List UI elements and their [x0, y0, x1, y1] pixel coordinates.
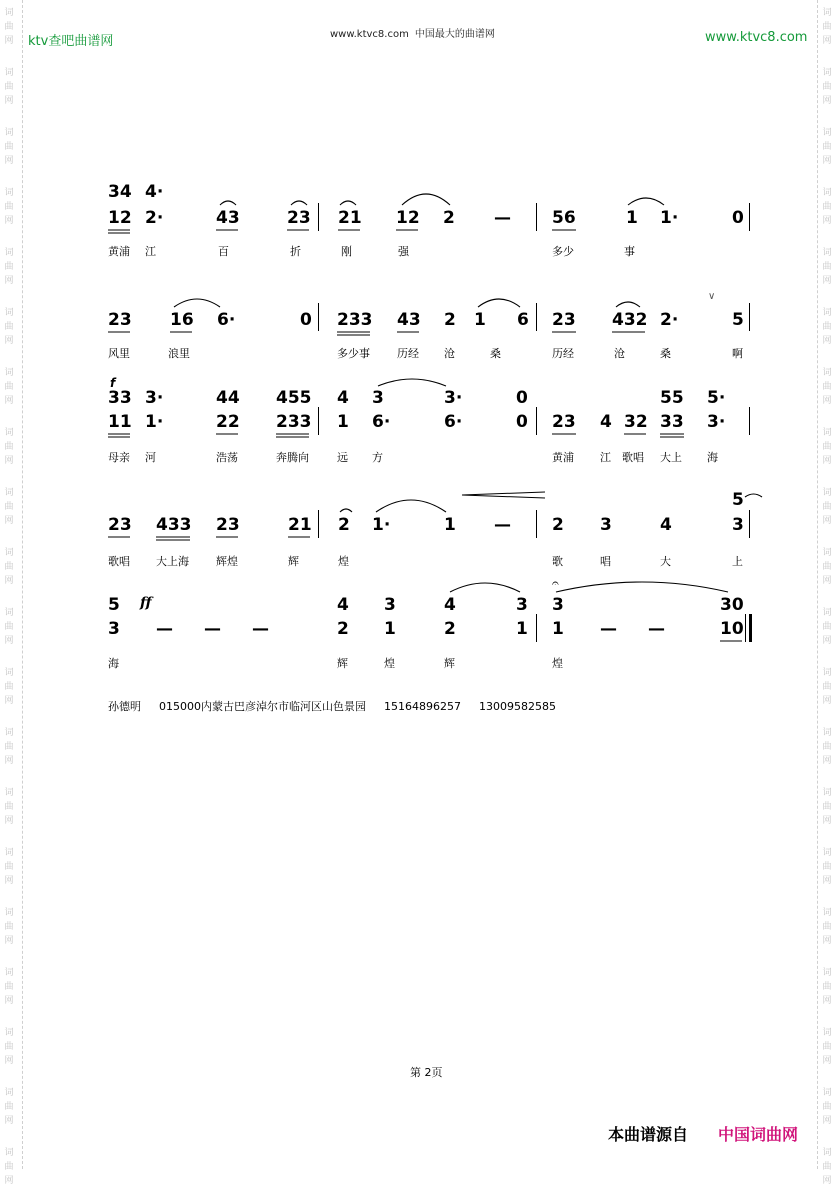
upper-note: 3 [516, 595, 528, 615]
lyric: 百 [218, 245, 229, 258]
watermark-glyph: 曲 [4, 742, 14, 752]
watermark-glyph: 网 [4, 1176, 14, 1186]
watermark-glyph: 曲 [822, 922, 832, 932]
note: 0 [732, 208, 744, 228]
barline [536, 407, 537, 435]
lyric: 啊 [732, 347, 743, 360]
watermark-glyph: 词 [822, 908, 832, 918]
note: 1 [552, 619, 564, 639]
watermark-glyph: 网 [822, 336, 832, 346]
note: 0 [300, 310, 312, 330]
lyric: 大上 [660, 451, 682, 464]
breath-mark: ∨ [708, 291, 716, 302]
upper-note: 33 [108, 388, 132, 408]
note: 5 [732, 310, 744, 330]
note: 23 [216, 515, 240, 535]
note: 6· [372, 412, 391, 432]
watermark-glyph: 词 [822, 248, 832, 258]
watermark-glyph: 曲 [822, 22, 832, 32]
watermark-glyph: 词 [822, 728, 832, 738]
note: 12 [108, 208, 132, 228]
upper-note: 3· [145, 388, 164, 408]
watermark-glyph: 曲 [4, 202, 14, 212]
note: 10 [720, 619, 744, 639]
contact-phone: 15164896257 [384, 700, 461, 713]
note: 12 [396, 208, 420, 228]
lyric: 大上海 [156, 555, 189, 568]
note: 6 [517, 310, 529, 330]
watermark-glyph: 曲 [4, 502, 14, 512]
barline [536, 203, 537, 231]
watermark-glyph: 网 [822, 936, 832, 946]
watermark-glyph: 网 [822, 216, 832, 226]
final-barline-thick [749, 614, 752, 642]
note: 233 [276, 412, 312, 432]
beam-line [462, 492, 545, 495]
lyric: 歌 [552, 555, 563, 568]
watermark-glyph: 词 [822, 128, 832, 138]
note: 3 [108, 619, 120, 639]
watermark-glyph: 词 [4, 368, 14, 378]
watermark-glyph: 词 [822, 488, 832, 498]
upper-note: 0 [516, 388, 528, 408]
barline [749, 303, 750, 331]
note: 23 [552, 412, 576, 432]
note: 2 [444, 619, 456, 639]
watermark-glyph: 网 [4, 216, 14, 226]
watermark-glyph: 曲 [4, 562, 14, 572]
note: 1 [337, 412, 349, 432]
watermark-glyph: 词 [4, 428, 14, 438]
note-dash: — [648, 619, 665, 639]
watermark-glyph: 曲 [4, 142, 14, 152]
watermark-glyph: 词 [4, 728, 14, 738]
watermark-glyph: 词 [4, 68, 14, 78]
slur [745, 494, 762, 497]
note: 0 [516, 412, 528, 432]
note: 1 [474, 310, 486, 330]
watermark-glyph: 曲 [822, 1162, 832, 1172]
header-site-url[interactable]: www.ktvc8.com [705, 30, 808, 45]
watermark-glyph: 网 [4, 936, 14, 946]
watermark-glyph: 曲 [822, 1102, 832, 1112]
lyric: 辉 [444, 657, 455, 670]
note: 2 [552, 515, 564, 535]
upper-note: 34 [108, 182, 132, 202]
lyric: 唱 [600, 555, 611, 568]
note: 1· [372, 515, 391, 535]
barline [749, 510, 750, 538]
watermark-glyph: 词 [822, 1148, 832, 1158]
watermark-glyph: 词 [822, 1028, 832, 1038]
watermark-glyph: 网 [822, 576, 832, 586]
watermark-glyph: 曲 [4, 862, 14, 872]
upper-note: 4 [444, 595, 456, 615]
watermark-glyph: 网 [4, 276, 14, 286]
watermark-glyph: 词 [822, 68, 832, 78]
lyric: 江 [600, 451, 611, 464]
watermark-glyph: 网 [822, 36, 832, 46]
lyric: 多少 [552, 245, 574, 258]
lyric: 大 [660, 555, 671, 568]
watermark-glyph: 网 [822, 1056, 832, 1066]
upper-note: 55 [660, 388, 684, 408]
watermark-glyph: 网 [822, 96, 832, 106]
watermark-glyph: 曲 [822, 82, 832, 92]
lyric: 多少事 [337, 347, 370, 360]
note: 1 [626, 208, 638, 228]
watermark-glyph: 网 [4, 456, 14, 466]
note-dash: — [204, 619, 221, 639]
note: 23 [552, 310, 576, 330]
upper-note: 3 [372, 388, 384, 408]
slur [220, 201, 236, 205]
watermark-glyph: 曲 [822, 622, 832, 632]
watermark-glyph: 曲 [822, 1042, 832, 1052]
watermark-glyph: 曲 [4, 1042, 14, 1052]
watermark-glyph: 网 [4, 1116, 14, 1126]
lyric: 辉 [288, 555, 299, 568]
note: 3 [732, 515, 744, 535]
barline [749, 407, 750, 435]
contact-address: 015000内蒙古巴彦淖尔市临河区山色景园 [159, 700, 366, 713]
watermark-glyph: 曲 [822, 862, 832, 872]
header-center [330, 25, 501, 40]
header-site-name[interactable]: ktv查吧曲谱网 [28, 34, 114, 49]
barline [536, 303, 537, 331]
right-watermark-strip [817, 0, 840, 1186]
slur [616, 302, 640, 307]
note: 23 [108, 310, 132, 330]
note: 2· [145, 208, 164, 228]
watermark-glyph: 网 [4, 876, 14, 886]
watermark-glyph: 网 [4, 156, 14, 166]
watermark-glyph: 网 [4, 636, 14, 646]
note: 1 [516, 619, 528, 639]
watermark-glyph: 词 [4, 488, 14, 498]
note: 233 [337, 310, 373, 330]
note: 23 [108, 515, 132, 535]
lyric: 远 [337, 451, 348, 464]
note: 2 [444, 310, 456, 330]
lyric: 辉 [337, 657, 348, 670]
note-dash: — [494, 515, 511, 535]
watermark-glyph: 曲 [4, 1102, 14, 1112]
upper-note: 5· [707, 388, 726, 408]
watermark-glyph: 曲 [4, 682, 14, 692]
upper-note: 5 [108, 595, 120, 615]
watermark-glyph: 词 [822, 848, 832, 858]
dynamic-mark: ff [140, 595, 152, 611]
watermark-glyph: 网 [4, 516, 14, 526]
note: 11 [108, 412, 132, 432]
watermark-glyph: 曲 [4, 22, 14, 32]
note: 3 [600, 515, 612, 535]
watermark-glyph: 词 [822, 188, 832, 198]
note: 1 [444, 515, 456, 535]
lyric: 浩荡 [216, 451, 238, 464]
watermark-glyph: 词 [822, 1088, 832, 1098]
lyric: 强 [398, 245, 409, 258]
lyric: 事 [624, 245, 635, 258]
dynamic-mark: f [110, 376, 116, 390]
slur [450, 583, 520, 592]
watermark-glyph: 网 [4, 816, 14, 826]
page-number: 第 2页 [410, 1066, 443, 1079]
watermark-glyph: 曲 [4, 1162, 14, 1172]
barline [318, 407, 319, 435]
watermark-glyph: 网 [822, 156, 832, 166]
lyric: 桑 [660, 347, 671, 360]
note: 2 [443, 208, 455, 228]
watermark-glyph: 词 [4, 608, 14, 618]
upper-note: 455 [276, 388, 312, 408]
slur [174, 299, 220, 307]
watermark-glyph: 网 [4, 96, 14, 106]
note: 21 [288, 515, 312, 535]
watermark-glyph: 曲 [822, 262, 832, 272]
watermark-glyph: 曲 [822, 382, 832, 392]
contact-name: 孙德明 [108, 700, 141, 713]
lyric: 煌 [384, 657, 395, 670]
upper-note: 3 [552, 595, 564, 615]
watermark-glyph: 网 [822, 636, 832, 646]
watermark-glyph: 词 [822, 608, 832, 618]
lyric: 历经 [552, 347, 574, 360]
upper-note: 3 [384, 595, 396, 615]
watermark-glyph: 曲 [4, 802, 14, 812]
upper-note: 4 [337, 595, 349, 615]
note: 43 [216, 208, 240, 228]
watermark-glyph: 词 [4, 848, 14, 858]
lyric: 歌唱 [622, 451, 644, 464]
lyric: 煌 [552, 657, 563, 670]
watermark-glyph: 曲 [822, 502, 832, 512]
barline [749, 203, 750, 231]
watermark-glyph: 网 [822, 876, 832, 886]
watermark-glyph: 网 [4, 1056, 14, 1066]
lyric: 海 [108, 657, 119, 670]
watermark-glyph: 网 [822, 1116, 832, 1126]
watermark-glyph: 词 [4, 788, 14, 798]
watermark-glyph: 词 [4, 1148, 14, 1158]
lyric: 黄浦 [108, 245, 130, 258]
lyric: 刚 [341, 245, 352, 258]
slur [378, 379, 446, 386]
watermark-glyph: 网 [822, 516, 832, 526]
watermark-glyph: 曲 [4, 382, 14, 392]
note: 4 [660, 515, 672, 535]
slur [340, 509, 352, 512]
watermark-glyph: 曲 [822, 802, 832, 812]
barline [318, 303, 319, 331]
slur [340, 201, 356, 205]
watermark-glyph: 网 [822, 396, 832, 406]
watermark-glyph: 曲 [822, 142, 832, 152]
watermark-glyph: 曲 [822, 442, 832, 452]
slur [628, 198, 664, 205]
note: 2 [337, 619, 349, 639]
note: 33 [660, 412, 684, 432]
note: 4 [600, 412, 612, 432]
watermark-glyph: 网 [822, 696, 832, 706]
upper-note: 4· [145, 182, 164, 202]
left-watermark-strip [0, 0, 23, 1186]
watermark-glyph: 网 [822, 756, 832, 766]
watermark-glyph: 词 [4, 668, 14, 678]
lyric: 折 [290, 245, 301, 258]
watermark-glyph: 词 [822, 308, 832, 318]
lyric: 浪里 [168, 347, 190, 360]
watermark-glyph: 网 [4, 996, 14, 1006]
watermark-glyph: 网 [822, 816, 832, 826]
slur [556, 582, 728, 592]
upper-note: 5 [732, 490, 744, 510]
note: 23 [287, 208, 311, 228]
watermark-glyph: 词 [4, 548, 14, 558]
watermark-glyph: 曲 [4, 442, 14, 452]
note: 32 [624, 412, 648, 432]
upper-note: 3· [444, 388, 463, 408]
upper-note: 30 [720, 595, 744, 615]
note-dash: — [156, 619, 173, 639]
final-barline-thin [745, 614, 746, 642]
note: 22 [216, 412, 240, 432]
fermata-mark: 𝄐 [552, 576, 559, 590]
note: 21 [338, 208, 362, 228]
barline [536, 510, 537, 538]
watermark-glyph: 词 [4, 908, 14, 918]
watermark-glyph: 网 [4, 696, 14, 706]
watermark-glyph: 词 [4, 128, 14, 138]
slur [291, 201, 307, 205]
slur [376, 500, 446, 512]
contact-info [108, 698, 574, 714]
header-slogan: 中国最大的曲谱网 [414, 29, 495, 40]
note-dash: — [494, 208, 511, 228]
lyric: 母亲 [108, 451, 130, 464]
watermark-glyph: 曲 [4, 262, 14, 272]
watermark-glyph: 网 [4, 36, 14, 46]
watermark-glyph: 词 [4, 968, 14, 978]
lyric: 沧 [444, 347, 455, 360]
barline [318, 510, 319, 538]
watermark-glyph: 词 [4, 308, 14, 318]
note: 1· [145, 412, 164, 432]
lyric: 方 [372, 451, 383, 464]
note: 432 [612, 310, 648, 330]
source-site-link[interactable]: 中国词曲网 [718, 1125, 799, 1144]
note: 16 [170, 310, 194, 330]
watermark-glyph: 曲 [4, 82, 14, 92]
note: 3· [707, 412, 726, 432]
lyric: 歌唱 [108, 555, 130, 568]
note-dash: — [252, 619, 269, 639]
note: 6· [217, 310, 236, 330]
watermark-glyph: 词 [4, 188, 14, 198]
source-label: 本曲谱源自 [608, 1125, 689, 1144]
lyric: 沧 [614, 347, 625, 360]
lyric: 辉煌 [216, 555, 238, 568]
note: 56 [552, 208, 576, 228]
watermark-glyph: 曲 [4, 982, 14, 992]
watermark-glyph: 网 [4, 576, 14, 586]
watermark-glyph: 曲 [822, 682, 832, 692]
watermark-glyph: 词 [4, 1088, 14, 1098]
note: 43 [397, 310, 421, 330]
watermark-glyph: 词 [822, 368, 832, 378]
slur [402, 194, 450, 205]
contact-phone: 13009582585 [478, 700, 556, 713]
watermark-glyph: 网 [822, 1176, 832, 1186]
header-url[interactable]: www.ktvc8.com [330, 29, 409, 40]
watermark-glyph: 词 [822, 428, 832, 438]
watermark-glyph: 曲 [4, 622, 14, 632]
watermark-glyph: 网 [4, 396, 14, 406]
watermark-glyph: 网 [4, 336, 14, 346]
lyric: 黄浦 [552, 451, 574, 464]
barline [536, 614, 537, 642]
lyric: 奔腾向 [276, 451, 309, 464]
note: 433 [156, 515, 192, 535]
watermark-glyph: 词 [822, 548, 832, 558]
watermark-glyph: 曲 [4, 922, 14, 932]
upper-note: 44 [216, 388, 240, 408]
lyric: 风里 [108, 347, 130, 360]
barline [318, 203, 319, 231]
watermark-glyph: 网 [822, 276, 832, 286]
watermark-glyph: 曲 [822, 982, 832, 992]
note-dash: — [600, 619, 617, 639]
note: 2· [660, 310, 679, 330]
watermark-glyph: 词 [822, 788, 832, 798]
watermark-glyph: 网 [822, 456, 832, 466]
lyric: 上 [732, 555, 743, 568]
lyric: 江 [145, 245, 156, 258]
lyric: 桑 [490, 347, 501, 360]
watermark-glyph: 网 [822, 996, 832, 1006]
note: 2 [338, 515, 350, 535]
note: 1 [384, 619, 396, 639]
watermark-glyph: 曲 [822, 202, 832, 212]
watermark-glyph: 曲 [822, 742, 832, 752]
watermark-glyph: 词 [822, 8, 832, 18]
watermark-glyph: 曲 [822, 562, 832, 572]
watermark-glyph: 曲 [4, 322, 14, 332]
lyric: 河 [145, 451, 156, 464]
note: 1· [660, 208, 679, 228]
upper-note: 4 [337, 388, 349, 408]
note: 6· [444, 412, 463, 432]
lyric: 海 [707, 451, 718, 464]
watermark-glyph: 词 [4, 8, 14, 18]
watermark-glyph: 词 [4, 1028, 14, 1038]
watermark-glyph: 词 [822, 668, 832, 678]
beam-line [462, 495, 545, 498]
slur [478, 299, 520, 307]
watermark-glyph: 词 [4, 248, 14, 258]
watermark-glyph: 曲 [822, 322, 832, 332]
lyric: 历经 [397, 347, 419, 360]
watermark-glyph: 网 [4, 756, 14, 766]
watermark-glyph: 词 [822, 968, 832, 978]
lyric: 煌 [338, 555, 349, 568]
